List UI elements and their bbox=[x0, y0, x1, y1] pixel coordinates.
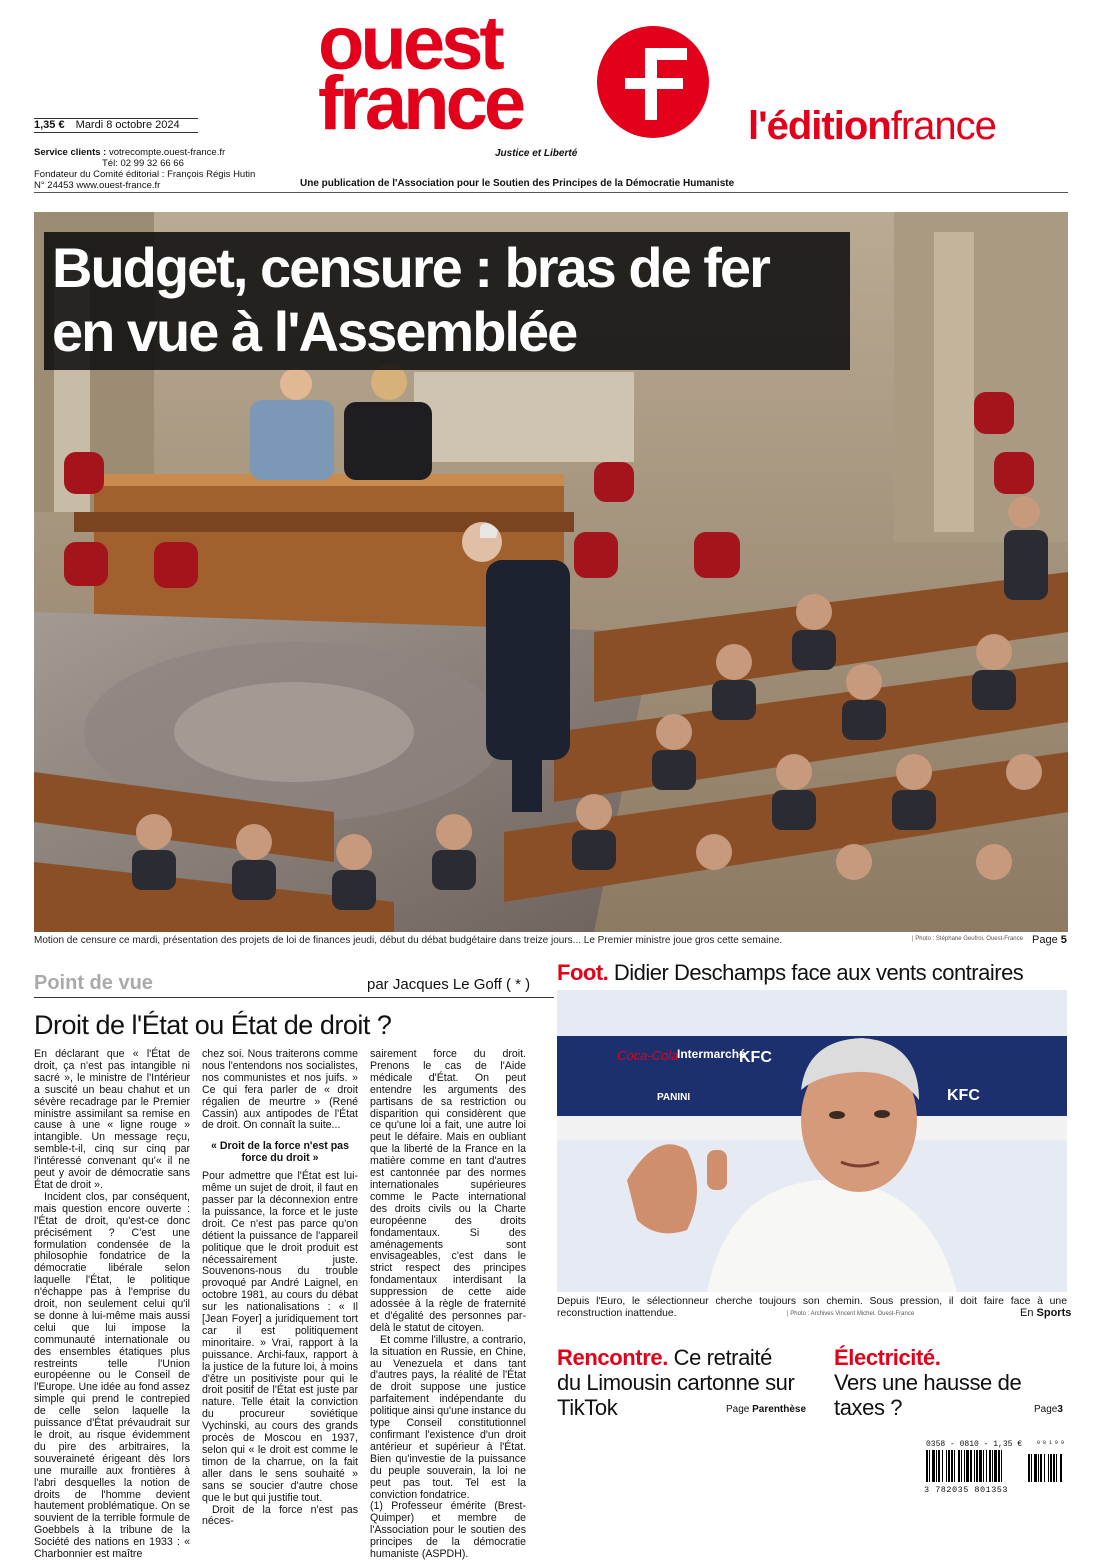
hero-page-ref[interactable] bbox=[1032, 934, 1067, 946]
barcode-bar bbox=[929, 1450, 930, 1482]
service-label: Service clients : bbox=[34, 147, 107, 158]
barcode-bar bbox=[942, 1450, 943, 1482]
opinion-paragraph: chez soi. Nous traiterons comme nous l'entendons nos socialistes, nos communistes et nos juifs. » Ce qui fera parler de « droit régalien de meurtre » (René Cassin) aux antipodes de l'État de droit. On connaît la suite... bbox=[202, 1048, 358, 1132]
opinion-column-3 bbox=[370, 1049, 526, 1561]
edition-title bbox=[748, 104, 996, 149]
opinion-paragraph: En déclarant que « l'État de droit, ça n'est pas intangible ni sacré », le ministre de l'Intérieur a suscité un beau chahut et un sévère recadrage par le Premier ministre assimilant sa remise en cause à une « ligne rouge » intangible. Un message reçu, semble-t-il, cinq sur cinq par l'intéressé convenant qu'« il ne peut y avoir de démocratie sans État de droit ». bbox=[34, 1048, 190, 1191]
edition-title-light: france bbox=[890, 104, 996, 148]
barcode-bar bbox=[948, 1450, 950, 1482]
barcode-bar bbox=[938, 1450, 940, 1482]
opinion-column-2 bbox=[202, 1049, 358, 1528]
teaser-title: Vers une hausse de taxes ? bbox=[834, 1370, 1022, 1420]
issue-number: N° 24453 www.ouest-france.fr bbox=[34, 180, 161, 191]
founder-line: Fondateur du Comité éditorial : François Régis Hutin bbox=[34, 169, 256, 180]
opinion-column-1 bbox=[34, 1049, 190, 1561]
divider bbox=[34, 192, 1068, 193]
edition-title-bold: l'édition bbox=[748, 104, 891, 148]
barcode-bar bbox=[986, 1450, 987, 1482]
foot-page-ref[interactable] bbox=[1020, 1307, 1071, 1319]
teaser-page-label: Page bbox=[1034, 1404, 1058, 1415]
hero-photo-credit: | Photo : Stéphane Geufroi, Ouest-France bbox=[912, 936, 1023, 942]
barcode-bar bbox=[1001, 1450, 1002, 1482]
barcode-bar bbox=[1048, 1454, 1049, 1482]
barcode-bar bbox=[946, 1450, 947, 1482]
issue-date: Mardi 8 octobre 2024 bbox=[75, 119, 180, 131]
barcode-bar bbox=[1044, 1454, 1045, 1482]
foot-kicker: Foot. bbox=[557, 960, 609, 985]
barcode-bar bbox=[932, 1450, 935, 1482]
teaser-page-section: Parenthèse bbox=[752, 1404, 807, 1415]
hero-page-number: 5 bbox=[1060, 934, 1067, 946]
masthead-info bbox=[34, 147, 274, 191]
divider bbox=[34, 997, 554, 998]
teaser-title: Ce retraité du Limousin cartonne sur TikTok bbox=[557, 1345, 795, 1420]
price-date-row bbox=[34, 118, 198, 133]
barcode-bar bbox=[1056, 1454, 1057, 1482]
teaser-kicker: Électricité. bbox=[834, 1345, 941, 1370]
barcode-bar bbox=[983, 1450, 984, 1482]
opinion-author: par Jacques Le Goff ( * ) bbox=[367, 976, 531, 993]
foot-title: Didier Deschamps face aux vents contraires bbox=[613, 960, 1024, 985]
opinion-paragraph: sairement force du droit. Prenons le cas de l'Aide médicale d'État. On peut entendre les arguments des partisans de sa restriction ou disparition qui considèrent que ce qu'une loi a fait, une autre loi peut le défaire. Mais en oubliant que la liberté de la France en la matière comme en tant d'autres est cantonnée par des normes internationales supérieures comme le Pacte international des droits civils ou la Charte européenne des droits fondamentaux. Si des aménagements sont envisageables, c'est dans le strict respect des principes fondamentaux interdisant la suppression de cette aide adossée à la règle de fraternité et d'égalité des personnes par-delà le statut de citoyen. bbox=[370, 1048, 526, 1334]
foot-page-section: Sports bbox=[1036, 1307, 1072, 1319]
barcode-bar bbox=[961, 1450, 962, 1482]
barcode-bar bbox=[976, 1450, 978, 1482]
service-tel: Tél: 02 99 32 66 66 bbox=[102, 158, 184, 169]
opinion-title: Droit de l'État ou État de droit ? bbox=[34, 1010, 392, 1040]
opinion-subheading: « Droit de la force n'est pas force du droit » bbox=[211, 1140, 349, 1165]
service-email[interactable]: votrecompte.ouest-france.fr bbox=[109, 147, 226, 158]
teaser-rencontre-page-ref[interactable] bbox=[726, 1404, 806, 1415]
barcode-bar bbox=[1034, 1454, 1037, 1482]
opinion-footnote: (1) Professeur émérite (Brest-Quimper) et membre de l'Association pour le soutien des principes de la démocratie humaniste (ASPDH). bbox=[370, 1500, 526, 1561]
ouest-france-logo bbox=[318, 1, 618, 146]
opinion-paragraph: Pour admettre que l'État est lui-même un sujet de droit, il faut en passer par la déconnexion entre la puissance, la force et le juste droit. Ce n'est pas parce qu'on détient la puissance de l'appareil politique que le droit produit est nécessairement juste. Souvenons-nous du trouble provoqué par André Laignel, en octobre 1981, au cours du débat sur les nationalisations : « Il [Jean Foyer] a juridiquement tort car il est politiquement minoritaire. » Vrai, rapport à la puissance. Archi-faux, rapport à la justice de la future loi, à moins d'être un positiviste pour qui le droit positif de l'État est juste par nature. Telle était la conviction du procureur soviétique Vychinski, au cours des grands procès de Moscou en 1937, selon qui « le droit est comme le timon de la charrue, on la fait aller dans le sens souhaité » sans se soucier d'autre chose que le but qui justifie tout. bbox=[202, 1170, 358, 1504]
barcode-bar bbox=[974, 1450, 975, 1482]
foot-headline[interactable] bbox=[557, 960, 1023, 986]
barcode-bar bbox=[1050, 1454, 1052, 1482]
barcode-bar bbox=[964, 1450, 965, 1482]
teaser-electricite[interactable] bbox=[834, 1345, 1034, 1420]
barcode-bar bbox=[1060, 1454, 1062, 1482]
barcode-bar bbox=[994, 1450, 997, 1482]
foot-photo-credit: | Photo : Archives Vincent Michel, Ouest-France bbox=[787, 1311, 915, 1317]
sponsor-logo: Intermarché bbox=[677, 1047, 746, 1061]
barcode-bar bbox=[958, 1450, 960, 1482]
logo-word-france: france bbox=[318, 61, 523, 146]
sponsor-logo: KFC bbox=[947, 1087, 980, 1104]
sponsor-logo: PANINI bbox=[657, 1092, 691, 1103]
barcode-bar bbox=[1038, 1454, 1039, 1482]
barcode-bar bbox=[989, 1450, 991, 1482]
barcode-bar bbox=[970, 1450, 972, 1482]
barcode-code-bottom: 3 782035 801353 bbox=[924, 1485, 1009, 1495]
barcode-bar bbox=[1028, 1454, 1030, 1482]
barcode-bar bbox=[979, 1450, 982, 1482]
barcode-bar bbox=[951, 1450, 953, 1482]
teaser-kicker: Rencontre. bbox=[557, 1345, 668, 1370]
deschamps-photo bbox=[557, 990, 1067, 1292]
main-headline bbox=[44, 232, 850, 370]
opinion-paragraph: Et comme l'illustre, a contrario, la situation en Russie, en Chine, au Venezuela et dans tant d'autres pays, la réalité de l'État de droit suppose une justice parfaitement indépendante du politique ainsi qu'une instance du type Conseil constitutionnel confirmant l'existence d'un droit antérieur et supérieur à l'État. Bien qu'investie de la puissance du peuple souverain, la loi ne peut pas tout. Tel est la conviction fondatrice. bbox=[370, 1333, 526, 1501]
headline-line-1: Budget, censure : bras de fer bbox=[52, 236, 769, 299]
foot-page-prefix: En bbox=[1020, 1307, 1034, 1319]
coach-photo-illustration bbox=[557, 990, 1067, 1292]
teaser-page-label: Page bbox=[726, 1404, 750, 1415]
logo-mark-icon bbox=[597, 26, 709, 138]
barcode-bar bbox=[966, 1450, 969, 1482]
barcode-bar bbox=[954, 1450, 955, 1482]
barcode bbox=[924, 1440, 1064, 1495]
barcode-bar bbox=[998, 1450, 1000, 1482]
hero-page-label: Page bbox=[1032, 934, 1058, 946]
sponsor-logo: KFC bbox=[739, 1049, 772, 1066]
barcode-bar bbox=[1031, 1454, 1032, 1482]
barcode-code-side: 0 8 1 0 9 bbox=[1036, 1440, 1064, 1446]
logo-word-ouest: ouest bbox=[318, 1, 501, 86]
barcode-bar bbox=[926, 1450, 928, 1482]
sponsor-logo: Coca-Cola bbox=[617, 1048, 679, 1063]
barcode-bar bbox=[1053, 1454, 1055, 1482]
opinion-paragraph: Droit de la force n'est pas néces- bbox=[202, 1503, 358, 1528]
barcode-bar bbox=[1040, 1454, 1042, 1482]
barcode-code-top: 0358 - 0810 - 1,35 € bbox=[926, 1440, 1023, 1449]
barcode-bar bbox=[992, 1450, 993, 1482]
barcode-bar bbox=[936, 1450, 937, 1482]
section-label-point-de-vue: Point de vue bbox=[34, 972, 153, 994]
opinion-paragraph: Incident clos, par conséquent, mais question encore ouverte : l'État de droit, qu'est-ce donc précisément ? C'est une formulation condensée de la philosophie fondatrice de la démocratie libérale selon laquelle l'État, le politique n'échappe pas à l'emprise du droit, non seulement celui qu'il se donne à lui-même mais aussi celui que lui impose la communauté internationale ou des ensembles étatiques plus restreints telle l'Union européenne ou le Conseil de l'Europe. Une idée au fond assez simple qui prend le contrepied de celle selon laquelle la puissance d'État prévaudrait sur le droit, au risque évidemment du pire des arbitraires, la souveraineté érigeant dès lors une muraille aux frontières à l'abri desquelles la notion de droits de l'homme devient hautement problématique. On se souvient de la terrible formule de Goebbels à la tribune de la Société des nations en 1933 : « Charbonnier est maître bbox=[34, 1190, 190, 1561]
barcode-bars bbox=[924, 1450, 1064, 1484]
foot-caption: Depuis l'Euro, le sélectionneur cherche toujours son chemin. Sous pression, il doit faire face à une reconstruction inattendue. bbox=[557, 1296, 1067, 1319]
hero-photo bbox=[34, 212, 1068, 932]
motto: Justice et Liberté bbox=[495, 148, 578, 159]
publication-line: Une publication de l'Association pour le Soutien des Principes de la Démocratie Humaniste bbox=[300, 178, 735, 189]
teaser-electricite-page-ref[interactable] bbox=[1034, 1404, 1063, 1415]
headline-line-2: en vue à l'Assemblée bbox=[52, 300, 577, 363]
teaser-page-number: 3 bbox=[1057, 1404, 1063, 1415]
price: 1,35 € bbox=[34, 119, 65, 131]
hero-caption: Motion de censure ce mardi, présentation des projets de loi de finances jeudi, début du débat budgétaire dans treize jours... Le Premier ministre joue gros cette semaine. bbox=[34, 935, 783, 946]
